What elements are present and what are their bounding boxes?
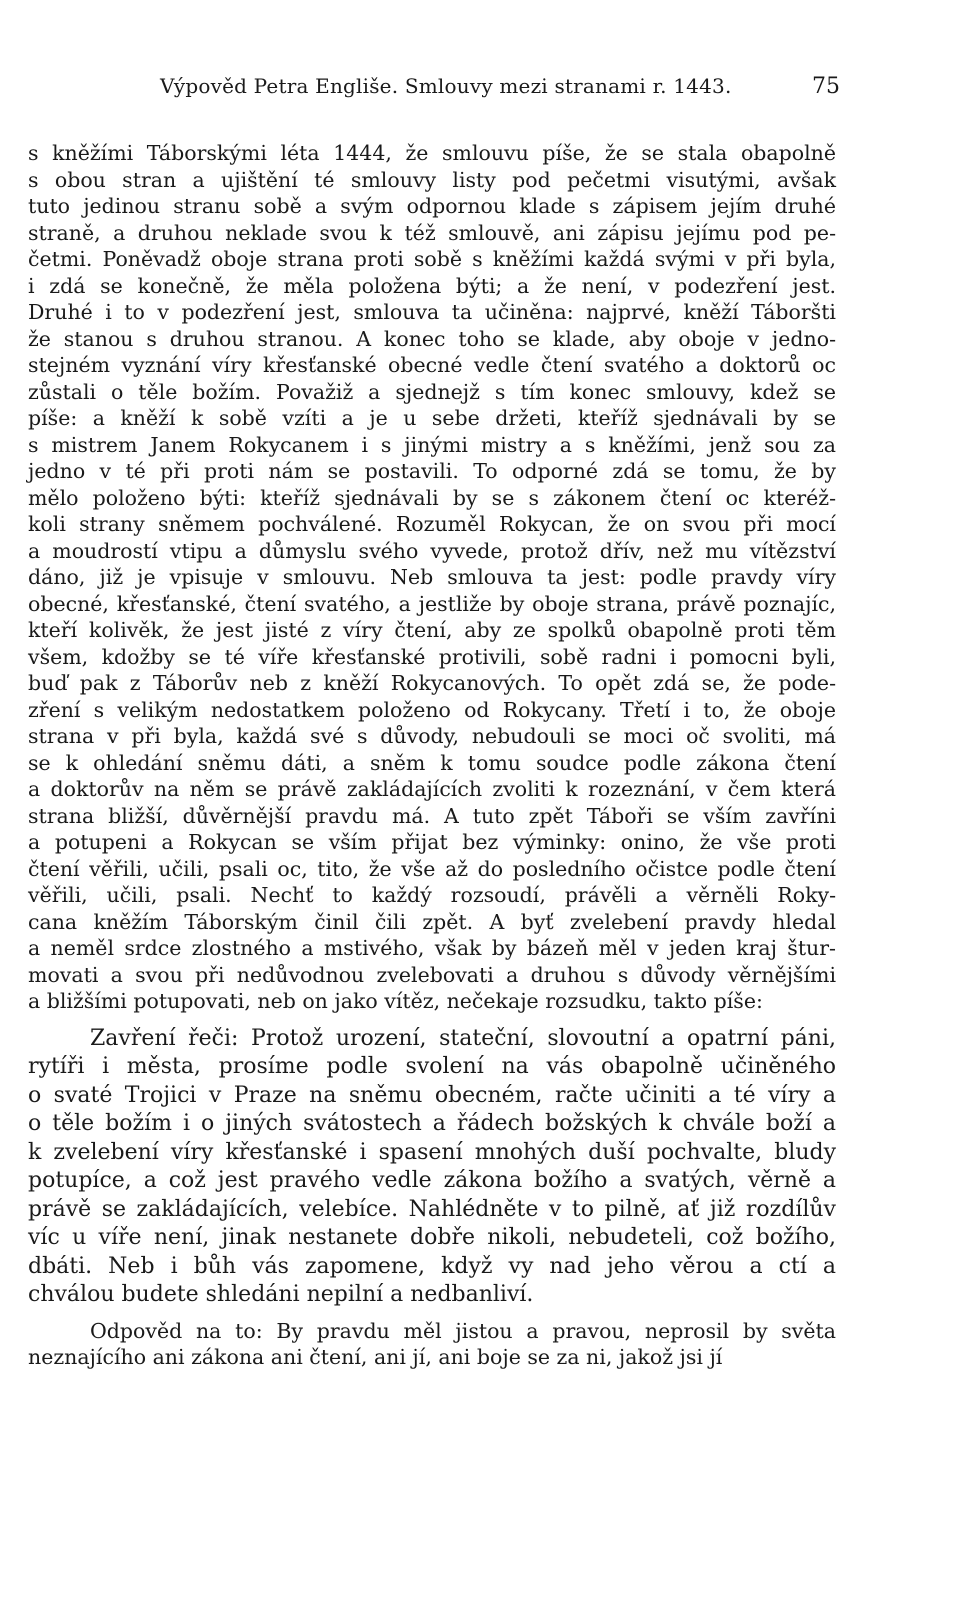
text-line: víc u víře není, jinak nestanete dobře nikoli, nebudeteli, což božího, — [28, 1225, 836, 1250]
text-line: strana bližší, důvěrnější pravdu má. A tuto zpět Táboři se vším zavříni — [28, 803, 836, 828]
page-number: 75 — [812, 74, 840, 99]
text-line: zůstali o těle božím. Považiž a sjednejž s tím konec smlouvy, kdež se — [28, 379, 836, 404]
text-line: zření s velikým nedostatkem položeno od Rokycany. Třetí i to, že oboje — [28, 697, 836, 722]
text-line: strana v při byla, každá své s důvody, nebudouli se moci oč svoliti, má — [28, 724, 836, 748]
text-line: a potupeni a Rokycan se vším přijat bez výminky: onino, že vše proti — [28, 830, 836, 854]
text-line: všem, kdožby se té víře křesťanské protivili, sobě radni i pomocni byli, — [28, 644, 836, 669]
text-line: koli strany sněmem pochválené. Rozuměl Rokycan, že on svou při mocí — [28, 512, 836, 536]
text-line: a moudrostí vtipu a důmyslu svého vyvede, protož dřív, než mu vítězství — [28, 538, 836, 563]
text-line: Odpověd na to: By pravdu měl jistou a pravou, neprosil by světa — [90, 1318, 836, 1343]
text-line: k zvelebení víry křesťanské i spasení mnohých duší pochvalte, bludy — [28, 1139, 836, 1165]
text-line: rytíři i města, prosíme podle svolení na vás obapolně učiněného — [28, 1054, 836, 1079]
text-line: s mistrem Janem Rokycanem i s jinými mistry a s kněžími, jenž sou za — [28, 432, 836, 457]
text-line: čtení věřili, učili, psali oc, tito, že vše až do posledního očistce podle čtení — [28, 856, 836, 881]
closing-paragraph — [28, 1025, 836, 1310]
text-line: movati a svou při nedůvodnou zvelebovati a druhou s důvody věrnějšími — [28, 962, 836, 987]
text-line: i zdá se konečně, že měla položena býti; a že není, v podezření jest. — [28, 273, 836, 298]
body-text — [28, 140, 836, 1371]
text-line: o svaté Trojici v Praze na sněmu obecném, račte učiniti a té víry a — [28, 1082, 836, 1108]
text-line: dáno, již je vpisuje v smlouvu. Neb smlouva ta jest: podle pravdy víry — [28, 565, 836, 589]
text-line: kteří kolivěk, že jest jisté z víry čtení, aby ze spolků obapolně proti těm — [28, 618, 836, 642]
text-line: a neměl srdce zlostného a mstivého, však by bázeň měl v jeden kraj štur- — [28, 936, 836, 960]
text-line: s kněžími Táborskými léta 1444, že smlouvu píše, že se stala obapolně — [28, 141, 836, 165]
text-line: buď pak z Táborův neb z kněží Rokycanových. To opět zdá se, že pode- — [28, 671, 836, 695]
text-line: stejném vyznání víry křesťanské obecné vedle čtení svatého a doktorů oc — [28, 353, 836, 377]
text-line: právě se zakládajících, velebíce. Nahlédněte v to pilně, ať již rozdílův — [28, 1196, 836, 1222]
text-line: Druhé i to v podezření jest, smlouva ta učiněna: najprvé, kněží Táboršti — [28, 300, 836, 324]
text-line: obecné, křesťanské, čtení svatého, a jestliže by oboje strana, právě poznajíc, — [28, 591, 836, 616]
text-line: cana kněžím Táborským činil čili zpět. A byť zvelebení pravdy hledal — [28, 909, 836, 934]
text-line: neznajícího ani zákona ani čtení, ani jí, ani boje se za ni, jakož jsi jí — [28, 1345, 723, 1369]
text-line: četmi. Poněvadž oboje strana proti sobě s kněžími každá svými v při byla, — [28, 247, 836, 271]
text-line: že stanou s druhou stranou. A konec toho se klade, aby oboje v jedno- — [28, 326, 836, 351]
running-title: Výpověd Petra Engliše. Smlouvy mezi stranami r. 1443. — [160, 74, 732, 98]
text-line: mělo položeno býti: kteříž sjednávali by se s zákonem čtení oc kteréž- — [28, 485, 836, 510]
text-line: straně, a druhou neklade svou k též smlouvě, ani zápisu jejímu pod pe- — [28, 220, 836, 245]
text-line: a doktorův na něm se právě zakládajících zvoliti k rozeznání, v čem která — [28, 777, 836, 801]
text-line: Zavření řeči: Protož urození, stateční, slovoutní a opatrní páni, — [90, 1025, 836, 1051]
page-header — [0, 66, 960, 106]
text-line: a bližšími potupovati, neb on jako vítěz, nečekaje rozsudku, takto píše: — [28, 989, 763, 1013]
text-line: tuto jedinou stranu sobě a svým odpornou klade s zápisem jejím druhé — [28, 194, 836, 218]
text-line: jedno v té při proti nám se postavili. To odporné zdá se tomu, že by — [28, 459, 836, 483]
text-line: potupíce, a což jest pravého vedle zákona božího a svatých, věrně a — [28, 1168, 836, 1193]
text-line: o těle božím i o jiných svátostech a řádech božských k chvále boží a — [28, 1111, 836, 1136]
main-paragraph — [28, 140, 836, 1015]
text-line: dbáti. Neb i bůh vás zapomene, když vy nad jeho věrou a ctí a — [28, 1253, 836, 1279]
text-line: s obou stran a ujištění té smlouvy listy pod pečetmi visutými, avšak — [28, 167, 836, 192]
text-line: se k ohledání sněmu dáti, a sněm k tomu soudce podle zákona čtení — [28, 750, 836, 775]
reply-paragraph — [28, 1318, 836, 1371]
text-line: věřili, učili, psali. Nechť to každý rozsoudí, právěli a věrněli Roky- — [28, 883, 836, 907]
text-line: píše: a kněží k sobě vzíti a je u sebe držeti, kteříž sjednávali by se — [28, 406, 836, 430]
text-line: chválou budete shledáni nepilní a nedbanliví. — [28, 1282, 534, 1307]
